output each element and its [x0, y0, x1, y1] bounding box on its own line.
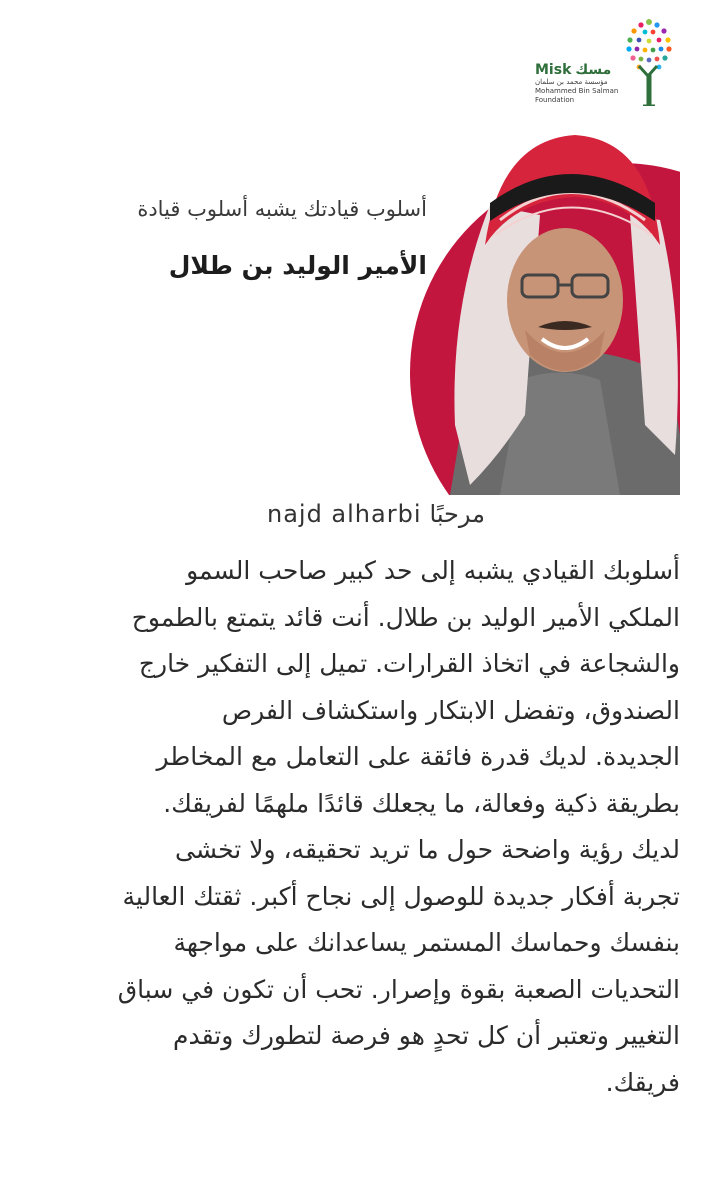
paragraph-line: لديك رؤية واضحة حول ما تريد تحقيقه، ولا تخشى — [175, 835, 680, 864]
logo-wordmark — [535, 62, 619, 105]
hero-title: الأمير الوليد بن طلال — [168, 251, 427, 280]
paragraph-line: فريقك. — [605, 1067, 680, 1097]
paragraph-line: التحديات الصعبة بقوة وإصرار. تحب أن تكون في سباق — [117, 974, 680, 1004]
logo-brand — [535, 62, 615, 78]
hero-clip — [0, 125, 680, 495]
portrait-image — [430, 125, 680, 495]
logo-brand-en: Misk — [535, 62, 572, 78]
logo-org-en-1: Mohammed Bin Salman — [535, 87, 619, 95]
hero-subtitle: أسلوب قيادتك يشبه أسلوب قيادة — [137, 197, 427, 221]
paragraph-line: تجربة أفكار جديدة للوصول إلى نجاح أكبر. ثقتك العالية — [122, 881, 680, 911]
paragraph-line: الصندوق، وتفضل الابتكار واستكشاف الفرص — [221, 695, 680, 725]
paragraph-line: الملكي الأمير الوليد بن طلال. أنت قائد يتمتع بالطموح — [131, 602, 680, 632]
paragraph-line: بطريقة ذكية وفعالة، ما يجعلك قائدًا ملهمًا لفريقك. — [163, 788, 680, 818]
paragraph-line: بنفسك وحماسك المستمر يساعدانك على مواجهة — [173, 928, 680, 957]
paragraph-line: التغيير وتعتبر أن كل تحدٍ هو فرصة لتطورك وتقدم — [173, 1021, 680, 1050]
greeting-name: najd alharbi — [266, 500, 422, 528]
greeting — [267, 500, 485, 528]
result-description — [35, 548, 680, 1106]
paragraph-line: أسلوبك القيادي يشبه إلى حد كبير صاحب السمو — [186, 556, 680, 585]
paragraph-line: الجديدة. لديك قدرة فائقة على التعامل مع المخاطر — [156, 742, 680, 771]
logo-org-en-2: Foundation — [535, 96, 575, 104]
logo-org-ar: مؤسسة محمد بن سلمان — [535, 78, 608, 86]
greeting-prefix: مرحبًا — [429, 500, 485, 528]
hero-banner — [0, 125, 717, 495]
tree-icon — [621, 14, 677, 106]
logo-brand-ar: مسك — [575, 62, 612, 78]
misk-logo — [537, 14, 677, 114]
paragraph-line: والشجاعة في اتخاذ القرارات. تميل إلى التفكير خارج — [138, 649, 680, 678]
